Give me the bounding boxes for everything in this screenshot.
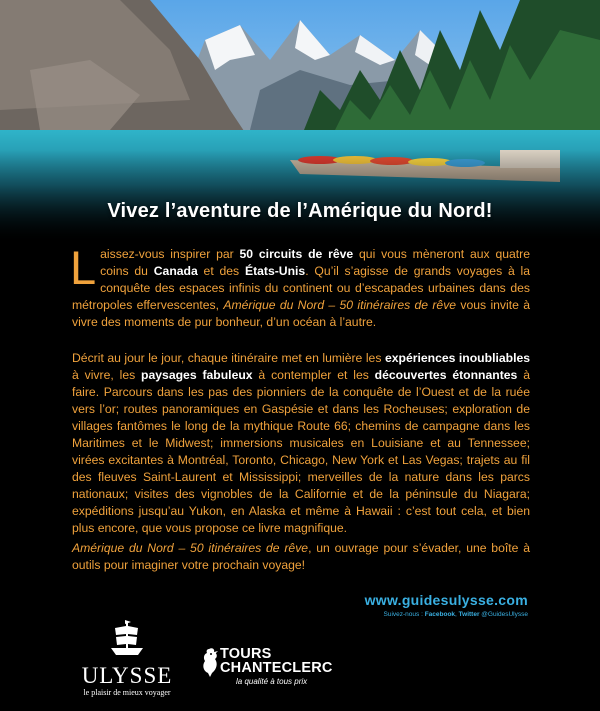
emphasis-experiences: expériences inoubliables xyxy=(384,351,531,365)
ulysse-logo xyxy=(72,620,182,697)
emphasis-circuits: 50 circuits de rêve xyxy=(239,247,354,261)
ulysse-tagline: le plaisir de mieux voyager xyxy=(83,688,171,697)
text-run: et des xyxy=(197,264,245,278)
ulysse-brand: ULYSSE xyxy=(81,663,173,688)
social-prefix: Suivez-nous : xyxy=(383,611,425,618)
tours-chanteclerc-logo xyxy=(200,646,333,686)
tc-brand-line2: CHANTECLERC xyxy=(220,660,333,676)
text-run: à vivre, les xyxy=(72,368,142,382)
rooster-icon xyxy=(200,647,220,677)
twitter-handle: @GuidesUlysse xyxy=(479,611,528,618)
text-run: , un ouvrage pour s’évader, une boîte à outils pour imaginer votre prochain voyage! xyxy=(72,541,530,572)
text-run: aissez-vous inspirer par xyxy=(100,247,240,261)
text-run: . Qu’il s’agisse de grands voyages à la conquête des espaces infinis du continent ou d’escapades urbaines dans des métropoles effervescentes, xyxy=(72,264,530,312)
social-separator: , xyxy=(455,611,459,618)
headline: Vivez l’aventure de l’Amérique du Nord! xyxy=(107,200,493,222)
ship-icon xyxy=(107,620,147,658)
twitter-link[interactable]: Twitter xyxy=(458,611,480,618)
tc-brand-line1: TOURS xyxy=(220,646,272,662)
website-link[interactable]: www.guidesulysse.com xyxy=(364,592,528,608)
book-title: Amérique du Nord – 50 itinéraires de rêve xyxy=(223,298,457,312)
tc-tagline: la qualité à tous prix xyxy=(236,677,308,686)
text-run: à contempler et les xyxy=(252,368,375,382)
emphasis-landscapes: paysages fabuleux xyxy=(141,368,253,382)
emphasis-discoveries: découvertes étonnantes xyxy=(374,368,518,382)
text-run: vous invite à vivre des moments de pur bonheur, d’un océan à l’autre. xyxy=(72,298,530,329)
intro-paragraph xyxy=(70,241,530,331)
social-links xyxy=(384,611,529,618)
emphasis-usa: États-Unis xyxy=(244,264,306,278)
details-paragraph xyxy=(72,350,530,537)
book-title: Amérique du Nord – 50 itinéraires de rêve xyxy=(72,541,309,555)
text-run: Décrit au jour le jour, chaque itinéraire met en lumière les xyxy=(72,351,385,365)
text-run: qui vous mèneront aux quatre coins du xyxy=(100,247,530,278)
closing-paragraph xyxy=(72,540,530,574)
emphasis-canada: Canada xyxy=(153,264,198,278)
text-run: à faire. Parcours dans les pas des pionniers de la conquête de l’Ouest et de la ruée vers l’or; routes panoramiques en Gaspésie et dans les Rocheuses; exploration de villages fantômes le long de la mythique Route 66; chemins de campagne dans les Maritimes et le Midwest; immersions musicales en Louisiane et au Tennessee; virées excitantes à Montréal, Toronto, Chicago, New York et Las Vegas; trajets au fil des fleuves Saint-Laurent et Mississippi; merveilles de la nature dans les parcs nationaux; visites des vignobles de la Californie et de la péninsule du Niagara; expéditions jusqu’au Yukon, en Alaska et même à Hawaii : c’est tout cela, et bien plus encore, que vous propose ce livre magnifique. xyxy=(72,368,530,535)
drop-cap: L xyxy=(70,241,97,294)
facebook-link[interactable]: Facebook xyxy=(424,611,456,618)
